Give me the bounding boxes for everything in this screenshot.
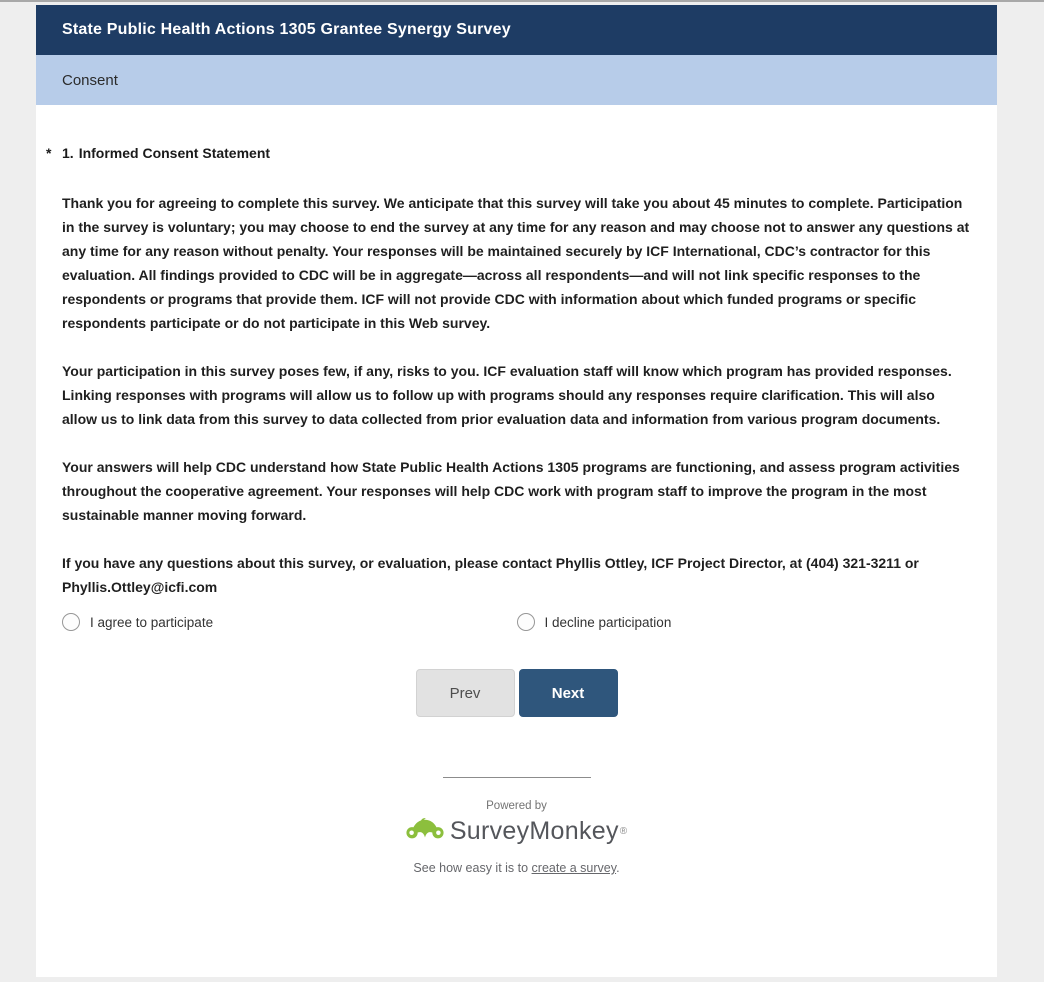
tagline-period: . [616,861,620,875]
survey-content [36,105,997,977]
option-agree-label: I agree to participate [90,614,214,630]
consent-paragraph: If you have any questions about this survey, or evaluation, please contact Phyllis Ottley, ICF Project Director, at (404) 321-3211 or Phyllis.Ottley@icfi.com [62,555,919,595]
answer-options [62,613,971,631]
footer [62,777,971,875]
option-agree[interactable] [62,613,517,631]
question-title: Informed Consent Statement [78,145,271,161]
registered-trademark-symbol: ® [619,825,628,837]
section-label: Consent [62,71,118,89]
surveymonkey-monkey-icon [406,816,444,846]
radio-agree-icon[interactable] [62,613,80,631]
powered-by-label: Powered by [486,800,547,812]
question-number: 1. [62,145,74,161]
option-decline-label: I decline participation [544,614,672,630]
tagline-text: See how easy it is to [413,861,532,875]
consent-statement [62,191,971,599]
surveymonkey-wordmark: SurveyMonkey [449,816,619,845]
survey-container [36,5,997,977]
radio-decline-icon[interactable] [517,613,535,631]
survey-title: State Public Health Actions 1305 Grantee Synergy Survey [62,21,511,38]
surveymonkey-logo-link[interactable] [406,816,627,846]
survey-title-bar [36,5,997,55]
nav-buttons [62,669,971,717]
consent-paragraph: Your participation in this survey poses few, if any, risks to you. ICF evaluation staff will know which program has provided responses. Linking responses with programs will allow us to follow up with programs should any responses require clarification. This will also allow us to link data from this survey to data collected from prior evaluation data and information from various program documents. [62,363,952,427]
footer-divider [443,777,591,778]
footer-tagline [62,861,971,875]
consent-paragraph: Thank you for agreeing to complete this survey. We anticipate that this survey will take you about 45 minutes to complete. Participation in the survey is voluntary; you may choose to end the survey at any time for any reason and may choose not to answer any questions at any time for any reason without penalty. Your responses will be maintained securely by ICF International, CDC’s contractor for this evaluation. All findings provided to CDC will be in aggregate—across all respondents—and will not link specific responses to the respondents or programs that provide them. ICF will not provide CDC with information about which funded programs or specific respondents participate or do not participate in this Web survey. [62,195,970,331]
consent-paragraph: Your answers will help CDC understand how State Public Health Actions 1305 programs are functioning, and assess program activities throughout the cooperative agreement. Your responses will help CDC work with program staff to improve the program in the most sustainable manner moving forward. [62,459,960,523]
required-marker: * [46,145,52,161]
section-bar [36,55,997,105]
create-survey-link[interactable]: create a survey [531,861,617,875]
question-heading [46,145,971,161]
option-decline[interactable] [517,613,972,631]
prev-button[interactable]: Prev [416,669,515,717]
next-button[interactable]: Next [519,669,618,717]
